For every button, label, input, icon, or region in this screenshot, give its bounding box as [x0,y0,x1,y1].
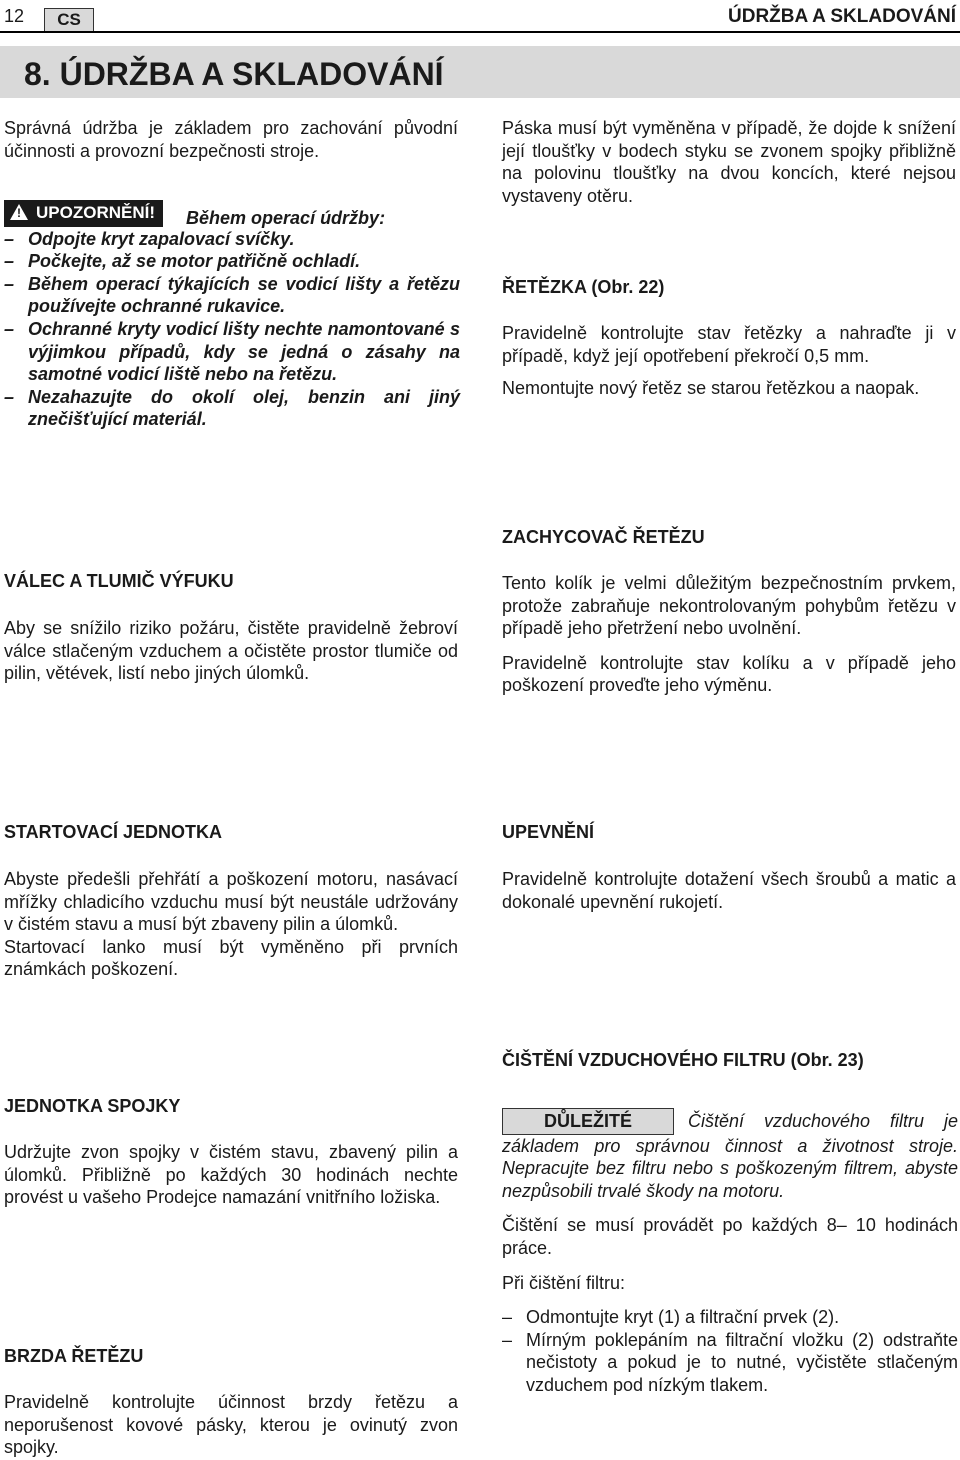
retezka-text-2: Nemontujte nový řetěz se starou řetězkou a naopak. [502,378,920,399]
section-text-valec: Aby se snížilo riziko požáru, čistěte pravidelně žebroví válce stlačeným vzduchem a očistěte prostor tlumiče od pilin, větévek, listí nebo jiných úlomků. [4,618,458,684]
important-badge: DŮLEŽITÉ [502,1108,674,1135]
filtr-text-1: Čištění se musí provádět po každých 8– 10 hodinách práce. [502,1215,958,1258]
section-title-spojka: JEDNOTKA SPOJKY [4,1096,181,1116]
section-text-spojka: Udržujte zvon spojky v čistém stavu, zbavený pilin a úlomků. Přibližně po každých 30 hodinách nechte provést u vašeho Prodejce namazání vnitřního ložiska. [4,1142,458,1208]
section-text-retezka [502,322,956,400]
zachycovac-text-2: Pravidelně kontrolujte stav kolíku a v případě jeho poškození proveďte jeho výměnu. [502,652,956,696]
startovaci-text-1: Abyste předešli přehřátí a poškození motoru, nasávací mřížky chladicího vzduchu musí být neustále udržovány v čistém stavu a musí být zbaveny pilin a úlomků. [4,869,458,935]
section-text-filtr [502,1108,958,1397]
startovaci-text-2: Startovací lanko musí být vyměněno při prvních známkách poškození. [4,936,458,980]
running-title: ÚDRŽBA A SKLADOVÁNÍ [728,6,956,27]
intro-paragraph: Správná údržba je základem pro zachování původní účinnosti a provozní bezpečnosti stroje. [4,118,458,161]
warning-label: UPOZORNĚNÍ! [36,203,155,222]
section-title-startovaci: STARTOVACÍ JEDNOTKA [4,822,223,842]
chapter-title: 8. ÚDRŽBA A SKLADOVÁNÍ [24,56,444,92]
section-title-filtr: ČIŠTĚNÍ VZDUCHOVÉHO FILTRU (Obr. 23) [502,1050,864,1070]
important-note [502,1108,958,1202]
warning-block [4,200,460,431]
warning-heading [4,200,460,227]
page-number: 12 [4,6,25,26]
warning-item: – Odpojte kryt zapalovací svíčky. [4,228,295,249]
warning-item: – Během operací týkajících se vodicí lišty a řetězu používejte ochranné rukavice. [4,273,460,317]
section-text-brzda: Pravidelně kontrolujte účinnost brzdy řetězu a neporušenost kovové pásky, kterou je ovinutý zvon spojky. [4,1392,458,1458]
section-text-upevneni: Pravidelně kontrolujte dotažení všech šroubů a matic a dokonalé upevnění rukojetí. [502,869,956,912]
section-text-startovaci [4,868,458,981]
warning-item: – Ochranné kryty vodicí lišty nechte namontované s výjimkou případů, kdy se jedná o zásahy na samotné vodicí liště nebo na řetězu. [4,318,460,385]
filtr-text-2: Při čištění filtru: [502,1272,626,1293]
section-title-retezka: ŘETĚZKA (Obr. 22) [502,277,665,297]
warning-item: – Nezahazujte do okolí olej, benzin ani jiný znečišťující materiál. [4,386,460,430]
zachycovac-text-1: Tento kolík je velmi důležitým bezpečnostním prvkem, protože zabraňuje nekontrolovaným pohybům řetězu v případě jeho přetržení nebo uvolnění. [502,573,956,639]
section-title-valec: VÁLEC A TLUMIČ VÝFUKU [4,571,234,591]
section-text-zachycovac [502,572,956,697]
warning-triangle-icon: ! [10,204,28,220]
warning-lead: Během operací údržby: [186,208,386,228]
filtr-item: – Mírným poklepáním na filtrační vložku (2) odstraňte nečistoty a pokud je to nutné, vyčistěte stlačeným vzduchem pod nízkým tlakem. [502,1329,958,1395]
important-text: Čištění vzduchového filtru je základem pro správnou činnost a životnost stroje. Nepracujte bez filtru nebo s poškozeným filtrem, abyste nezpůsobili trvalé škody na motoru. [502,1111,958,1201]
paska-paragraph: Páska musí být vyměněna v případě, že dojde k snížení její tloušťky v bodech styku se zvonem spojky přibližně na polovinu tloušťky na dvou koncích, které nejsou vystaveny otěru. [502,118,956,206]
warning-badge [4,200,163,227]
section-title-brzda: BRZDA ŘETĚZU [4,1346,144,1366]
language-badge: CS [44,8,94,32]
header-rule [0,31,960,33]
warning-item: – Počkejte, až se motor patřičně ochladí. [4,251,361,272]
section-title-upevneni: UPEVNĚNÍ [502,822,595,842]
filtr-item: – Odmontujte kryt (1) a filtrační prvek (2). [502,1307,840,1328]
section-title-zachycovac: ZACHYCOVAČ ŘETĚZU [502,527,705,547]
retezka-text-1: Pravidelně kontrolujte stav řetězky a nahraďte ji v případě, když její opotřebení překročí 0,5 mm. [502,323,956,366]
